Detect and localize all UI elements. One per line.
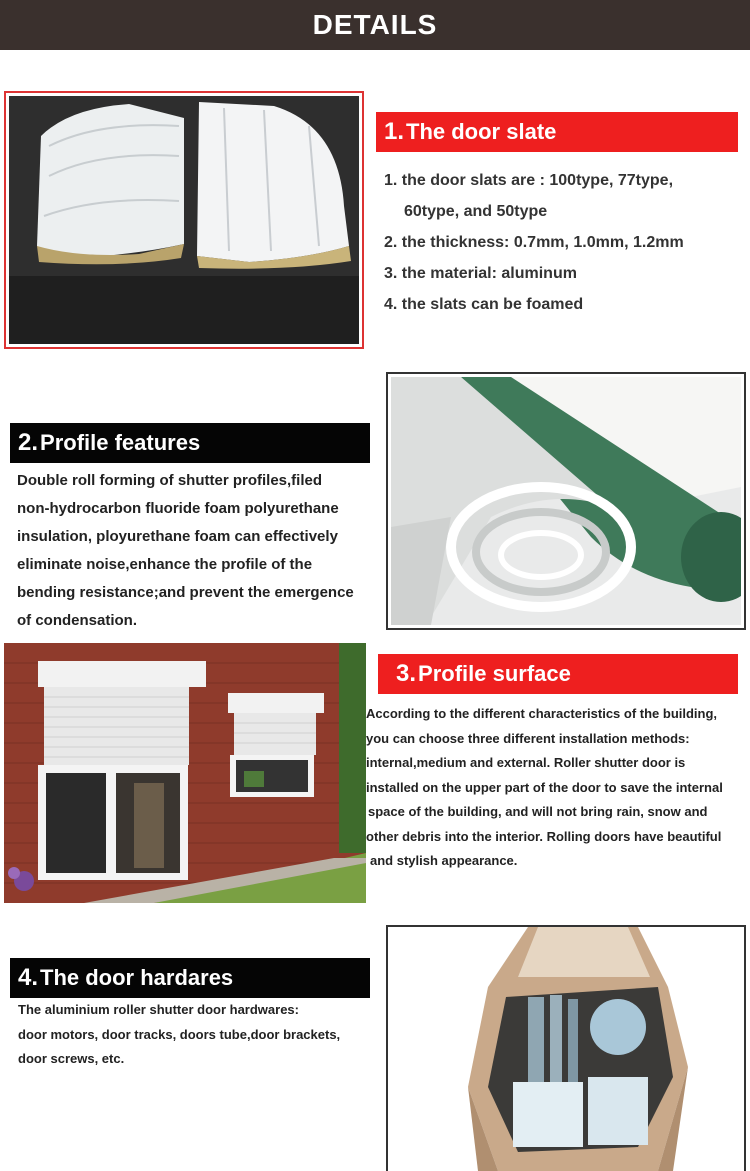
text-line: space of the building, and will not bring rain, snow and xyxy=(368,804,708,819)
text-line: According to the different characteristics of the building, xyxy=(366,706,718,721)
section-1-title-bar xyxy=(376,112,738,152)
list-item: 4. the slats can be foamed xyxy=(384,296,584,313)
section-2-text xyxy=(17,467,382,635)
section-2-number: 2. xyxy=(18,429,39,456)
house-windows-image xyxy=(4,643,366,903)
list-item: 1. the door slats are : 100type, 77type, xyxy=(384,172,674,189)
text-line: non-hydrocarbon fluoride foam polyurethane xyxy=(17,500,339,517)
text-line: door motors, door tracks, doors tube,door brackets, xyxy=(18,1026,341,1042)
text-line: The aluminium roller shutter door hardwares: xyxy=(18,1002,299,1017)
text-line: of condensation. xyxy=(17,612,137,629)
header-title: DETAILS xyxy=(312,9,438,40)
text-line: you can choose three different installation methods: xyxy=(366,730,690,746)
list-item: 2. the thickness: 0.7mm, 1.0mm, 1.2mm xyxy=(384,234,684,251)
section-4-number: 4. xyxy=(18,964,39,991)
section-4-title: The door hardares xyxy=(40,965,234,990)
details-header xyxy=(0,0,750,50)
section-3-title-bar xyxy=(378,654,738,694)
text-line: other debris into the interior. Rolling doors have beautiful xyxy=(366,828,722,844)
door-slate-image xyxy=(4,91,364,349)
section-1-number: 1. xyxy=(384,118,405,145)
section-3-text xyxy=(366,702,750,874)
list-item: 3. the material: aluminum xyxy=(384,265,577,282)
section-1-title: The door slate xyxy=(406,119,557,144)
text-line: bending resistance;and prevent the emergence xyxy=(17,584,354,601)
text-line: eliminate noise,enhance the profile of the xyxy=(17,556,313,573)
section-2-title: Profile features xyxy=(40,430,201,455)
text-line: insulation, ployurethane foam can effectively xyxy=(17,528,338,545)
text-line: installed on the upper part of the door to save the internal xyxy=(366,779,723,795)
profile-rolls-image xyxy=(386,372,746,630)
section-1-list xyxy=(384,165,744,320)
text-line: and stylish appearance. xyxy=(370,853,518,868)
section-3-number: 3. xyxy=(396,660,417,687)
hardware-box-image xyxy=(386,925,746,1171)
list-item: 60type, and 50type xyxy=(404,203,548,220)
text-line: door screws, etc. xyxy=(18,1051,125,1066)
text-line: Double roll forming of shutter profiles,filed xyxy=(17,472,323,489)
section-2-title-bar xyxy=(10,423,370,463)
section-3-title: Profile surface xyxy=(418,661,571,686)
text-line: internal,medium and external. Roller shutter door is xyxy=(366,755,686,770)
section-4-text xyxy=(18,998,378,1072)
section-4-title-bar xyxy=(10,958,370,998)
